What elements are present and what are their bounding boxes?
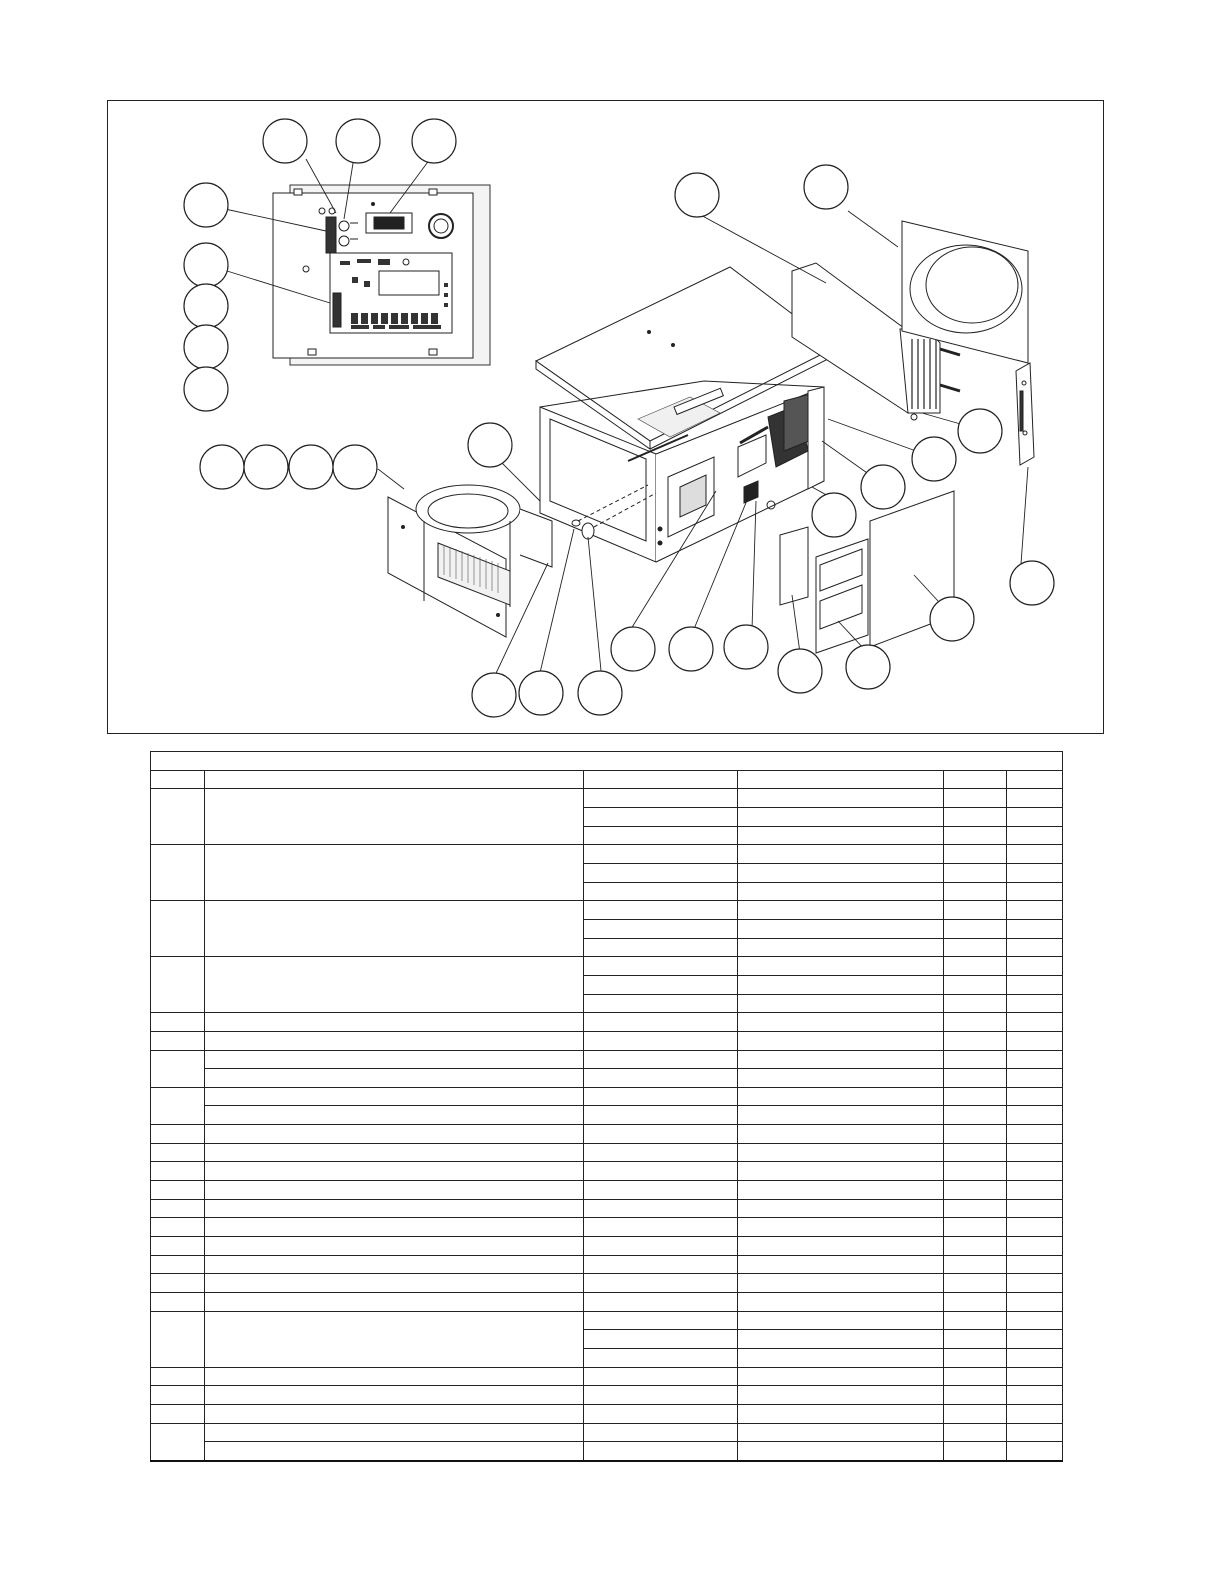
- cell-item: [151, 1255, 205, 1274]
- cell-model: [738, 1125, 944, 1144]
- cell-qty: [944, 1423, 1007, 1442]
- table-title: [151, 752, 1063, 771]
- cell-item: [151, 1162, 205, 1181]
- cell-description: [205, 1199, 584, 1218]
- cell-note: [1007, 1069, 1063, 1088]
- cell-qty: [944, 1069, 1007, 1088]
- table-row: [151, 789, 1063, 808]
- cell-part-number: [584, 1031, 738, 1050]
- cell-model: [738, 1274, 944, 1293]
- cell-part-number: [584, 1442, 738, 1461]
- cell-model: [738, 845, 944, 864]
- cell-qty: [944, 1031, 1007, 1050]
- cell-description: [205, 1031, 584, 1050]
- cell-part-number: [584, 1125, 738, 1144]
- cell-model: [738, 1143, 944, 1162]
- table-row: [151, 1199, 1063, 1218]
- cell-item: [151, 1218, 205, 1237]
- cell-description: [205, 1143, 584, 1162]
- cell-description: [205, 789, 584, 845]
- cell-part-number: [584, 1423, 738, 1442]
- table-row: [151, 1013, 1063, 1032]
- cell-model: [738, 1050, 944, 1069]
- cell-part-number: [584, 1106, 738, 1125]
- cell-note: [1007, 919, 1063, 938]
- cell-description: [205, 1218, 584, 1237]
- cell-note: [1007, 789, 1063, 808]
- table-title-row: [151, 752, 1063, 771]
- header-note: [1007, 770, 1063, 789]
- cell-model: [738, 1237, 944, 1256]
- cell-part-number: [584, 807, 738, 826]
- cell-description: [205, 1386, 584, 1405]
- table-row: [151, 957, 1063, 976]
- cell-part-number: [584, 789, 738, 808]
- cell-model: [738, 975, 944, 994]
- cell-item: [151, 1404, 205, 1423]
- table-row: [151, 1442, 1063, 1461]
- cell-note: [1007, 1013, 1063, 1032]
- cell-note: [1007, 1274, 1063, 1293]
- cell-qty: [944, 1404, 1007, 1423]
- cell-part-number: [584, 1255, 738, 1274]
- cell-item: [151, 789, 205, 845]
- cell-model: [738, 957, 944, 976]
- cell-qty: [944, 1237, 1007, 1256]
- side-bracket: [1016, 363, 1034, 465]
- cell-item: [151, 1423, 205, 1461]
- cell-note: [1007, 957, 1063, 976]
- cell-part-number: [584, 901, 738, 920]
- cell-model: [738, 1087, 944, 1106]
- cell-item: [151, 1386, 205, 1405]
- cell-model: [738, 1330, 944, 1349]
- cell-qty: [944, 1087, 1007, 1106]
- header-part-number: [584, 770, 738, 789]
- cell-qty: [944, 1386, 1007, 1405]
- cell-description: [205, 1125, 584, 1144]
- cell-part-number: [584, 1069, 738, 1088]
- cell-part-number: [584, 1199, 738, 1218]
- cell-part-number: [584, 1181, 738, 1200]
- cell-qty: [944, 919, 1007, 938]
- cell-model: [738, 1255, 944, 1274]
- cell-qty: [944, 1143, 1007, 1162]
- cell-model: [738, 1199, 944, 1218]
- cell-part-number: [584, 1087, 738, 1106]
- cell-note: [1007, 1162, 1063, 1181]
- cell-part-number: [584, 1050, 738, 1069]
- cell-description: [205, 957, 584, 1013]
- cell-note: [1007, 826, 1063, 845]
- cell-description: [205, 1404, 584, 1423]
- cell-note: [1007, 1218, 1063, 1237]
- cell-note: [1007, 994, 1063, 1013]
- table-row: [151, 1386, 1063, 1405]
- cell-item: [151, 1274, 205, 1293]
- cell-part-number: [584, 1162, 738, 1181]
- access-panel: [780, 491, 954, 653]
- cell-note: [1007, 1255, 1063, 1274]
- cell-description: [205, 1106, 584, 1125]
- cell-note: [1007, 1423, 1063, 1442]
- cell-part-number: [584, 1330, 738, 1349]
- cell-model: [738, 1367, 944, 1386]
- cell-item: [151, 1087, 205, 1124]
- cell-part-number: [584, 1404, 738, 1423]
- cell-qty: [944, 789, 1007, 808]
- cell-part-number: [584, 1274, 738, 1293]
- cell-part-number: [584, 1349, 738, 1368]
- cell-model: [738, 1349, 944, 1368]
- cell-model: [738, 1181, 944, 1200]
- cell-description: [205, 1255, 584, 1274]
- cell-model: [738, 1442, 944, 1461]
- cell-qty: [944, 938, 1007, 957]
- cell-note: [1007, 863, 1063, 882]
- table-row: [151, 1069, 1063, 1088]
- cell-part-number: [584, 826, 738, 845]
- cell-item: [151, 1293, 205, 1312]
- cell-note: [1007, 975, 1063, 994]
- table-row: [151, 1162, 1063, 1181]
- cell-qty: [944, 1330, 1007, 1349]
- cell-part-number: [584, 1237, 738, 1256]
- cell-model: [738, 1293, 944, 1312]
- table-row: [151, 845, 1063, 864]
- cell-note: [1007, 1181, 1063, 1200]
- cell-item: [151, 1237, 205, 1256]
- cell-model: [738, 1031, 944, 1050]
- cell-item: [151, 1311, 205, 1367]
- exploded-view-figure: [107, 100, 1104, 734]
- cell-item: [151, 1013, 205, 1032]
- cell-note: [1007, 1106, 1063, 1125]
- cell-qty: [944, 826, 1007, 845]
- table-row: [151, 1237, 1063, 1256]
- cell-note: [1007, 1143, 1063, 1162]
- cell-qty: [944, 1125, 1007, 1144]
- header-model: [738, 770, 944, 789]
- cell-part-number: [584, 1311, 738, 1330]
- cell-note: [1007, 938, 1063, 957]
- cell-model: [738, 1106, 944, 1125]
- cell-qty: [944, 1181, 1007, 1200]
- cell-model: [738, 1162, 944, 1181]
- cell-qty: [944, 975, 1007, 994]
- cell-qty: [944, 1199, 1007, 1218]
- cell-part-number: [584, 919, 738, 938]
- cell-description: [205, 1311, 584, 1367]
- table-row: [151, 1404, 1063, 1423]
- cell-model: [738, 1311, 944, 1330]
- cell-item: [151, 1031, 205, 1050]
- cell-model: [738, 882, 944, 901]
- table-row: [151, 1106, 1063, 1125]
- cell-part-number: [584, 845, 738, 864]
- table-row: [151, 1293, 1063, 1312]
- cell-description: [205, 1087, 584, 1106]
- cell-model: [738, 826, 944, 845]
- cell-qty: [944, 807, 1007, 826]
- cell-model: [738, 919, 944, 938]
- cell-note: [1007, 1311, 1063, 1330]
- cell-qty: [944, 1293, 1007, 1312]
- header-qty: [944, 770, 1007, 789]
- cell-qty: [944, 1311, 1007, 1330]
- cell-note: [1007, 1087, 1063, 1106]
- exploded-view-drawing: [108, 101, 1105, 735]
- table-row: [151, 901, 1063, 920]
- cell-note: [1007, 1442, 1063, 1461]
- cell-item: [151, 1199, 205, 1218]
- cell-description: [205, 901, 584, 957]
- cell-part-number: [584, 863, 738, 882]
- cell-description: [205, 845, 584, 901]
- cell-part-number: [584, 975, 738, 994]
- cell-note: [1007, 1367, 1063, 1386]
- cell-model: [738, 1069, 944, 1088]
- cell-description: [205, 1069, 584, 1088]
- cell-qty: [944, 882, 1007, 901]
- cell-model: [738, 901, 944, 920]
- cell-description: [205, 1181, 584, 1200]
- cell-qty: [944, 1050, 1007, 1069]
- control-board-panel: [273, 185, 490, 365]
- table-row: [151, 1255, 1063, 1274]
- table-row: [151, 1423, 1063, 1442]
- cell-description: [205, 1162, 584, 1181]
- table-row: [151, 1031, 1063, 1050]
- cell-qty: [944, 957, 1007, 976]
- cell-model: [738, 1404, 944, 1423]
- cell-note: [1007, 807, 1063, 826]
- cell-qty: [944, 994, 1007, 1013]
- cell-note: [1007, 1330, 1063, 1349]
- cell-note: [1007, 1199, 1063, 1218]
- table-body: [151, 789, 1063, 1461]
- cell-qty: [944, 901, 1007, 920]
- cell-note: [1007, 1050, 1063, 1069]
- cell-model: [738, 1218, 944, 1237]
- table-row: [151, 1181, 1063, 1200]
- table-row: [151, 1143, 1063, 1162]
- table-row: [151, 1311, 1063, 1330]
- cell-model: [738, 789, 944, 808]
- table-row: [151, 1367, 1063, 1386]
- cell-description: [205, 1423, 584, 1442]
- cell-part-number: [584, 1293, 738, 1312]
- cell-note: [1007, 1031, 1063, 1050]
- cell-note: [1007, 1125, 1063, 1144]
- cell-model: [738, 1013, 944, 1032]
- table-row: [151, 1050, 1063, 1069]
- cell-part-number: [584, 882, 738, 901]
- cell-note: [1007, 901, 1063, 920]
- cell-part-number: [584, 994, 738, 1013]
- cell-item: [151, 901, 205, 957]
- cell-item: [151, 1143, 205, 1162]
- cell-part-number: [584, 1218, 738, 1237]
- cell-qty: [944, 845, 1007, 864]
- cell-part-number: [584, 957, 738, 976]
- cell-description: [205, 1237, 584, 1256]
- cell-qty: [944, 863, 1007, 882]
- cell-note: [1007, 1237, 1063, 1256]
- table-row: [151, 1218, 1063, 1237]
- cell-qty: [944, 1255, 1007, 1274]
- table-header-row: [151, 770, 1063, 789]
- cell-item: [151, 1050, 205, 1087]
- cell-description: [205, 1013, 584, 1032]
- cell-qty: [944, 1367, 1007, 1386]
- blower-assembly: [388, 485, 552, 637]
- cell-description: [205, 1367, 584, 1386]
- cell-qty: [944, 1106, 1007, 1125]
- cell-note: [1007, 1386, 1063, 1405]
- cell-part-number: [584, 938, 738, 957]
- cell-note: [1007, 1349, 1063, 1368]
- header-description: [205, 770, 584, 789]
- table-row: [151, 1125, 1063, 1144]
- cell-qty: [944, 1013, 1007, 1032]
- cell-description: [205, 1274, 584, 1293]
- cell-model: [738, 994, 944, 1013]
- cell-qty: [944, 1349, 1007, 1368]
- cell-note: [1007, 845, 1063, 864]
- cell-note: [1007, 1293, 1063, 1312]
- cell-model: [738, 1423, 944, 1442]
- header-item: [151, 770, 205, 789]
- cell-qty: [944, 1162, 1007, 1181]
- cell-model: [738, 938, 944, 957]
- table-row: [151, 1087, 1063, 1106]
- cell-item: [151, 1125, 205, 1144]
- cell-description: [205, 1442, 584, 1461]
- cell-part-number: [584, 1367, 738, 1386]
- cell-note: [1007, 882, 1063, 901]
- cell-item: [151, 1367, 205, 1386]
- cell-model: [738, 1386, 944, 1405]
- cell-part-number: [584, 1143, 738, 1162]
- parts-list-table: [150, 751, 1063, 1462]
- cell-item: [151, 957, 205, 1013]
- cell-qty: [944, 1442, 1007, 1461]
- cell-description: [205, 1050, 584, 1069]
- cell-description: [205, 1293, 584, 1312]
- cell-item: [151, 1181, 205, 1200]
- table-row: [151, 1274, 1063, 1293]
- cell-model: [738, 807, 944, 826]
- cell-qty: [944, 1274, 1007, 1293]
- cell-part-number: [584, 1013, 738, 1032]
- cell-item: [151, 845, 205, 901]
- cell-note: [1007, 1404, 1063, 1423]
- cell-part-number: [584, 1386, 738, 1405]
- cell-model: [738, 863, 944, 882]
- cell-qty: [944, 1218, 1007, 1237]
